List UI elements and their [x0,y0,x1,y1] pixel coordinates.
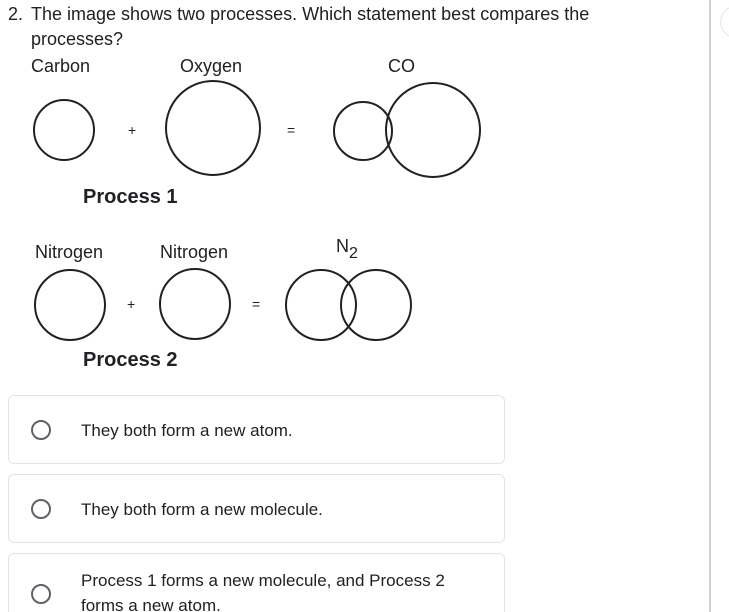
equals-sign: = [252,296,261,312]
process-2-title: Process 2 [83,349,178,371]
radio-button-icon[interactable] [31,420,51,440]
answer-option-label: Process 1 forms a new molecule, and Process 2 forms a new atom. [81,571,445,612]
radio-button-icon[interactable] [31,584,51,604]
molecule-carbon-atom [334,102,392,160]
carbon-atom [34,100,94,160]
plus-sign: + [127,296,136,312]
co-molecule [334,83,480,177]
process-2-diagram [35,236,411,371]
oxygen-label: Oxygen [180,56,243,76]
n2-label-base: N [336,236,349,256]
nitrogen-atom-2 [160,269,230,339]
molecule-nitrogen-atom-2 [341,270,411,340]
nitrogen-label-1: Nitrogen [35,242,104,262]
answer-option-label: They both form a new molecule. [81,500,323,519]
molecule-oxygen-atom [386,83,480,177]
answer-option-label: They both form a new atom. [81,421,293,440]
carbon-label: Carbon [31,56,91,76]
question-number: 2. [8,4,24,24]
n2-label-subscript: 2 [349,245,358,262]
nitrogen-atom-1 [35,270,105,340]
oxygen-atom [166,81,260,175]
panel-divider [709,0,711,612]
co-label: CO [388,56,415,76]
nitrogen-label-2: Nitrogen [160,242,229,262]
process-1-diagram [31,56,480,208]
answer-option-1[interactable] [8,395,505,464]
answer-option-2[interactable] [8,474,505,543]
radio-button-icon[interactable] [31,499,51,519]
plus-sign: + [128,122,137,138]
n2-label [336,236,358,262]
process-1-title: Process 1 [83,186,178,208]
answer-option-3[interactable] [8,553,505,612]
n2-molecule [286,270,411,340]
question-text: The image shows two processes. Which statement best compares the processes? [31,4,590,49]
equals-sign: = [287,122,296,138]
molecule-nitrogen-atom-1 [286,270,356,340]
